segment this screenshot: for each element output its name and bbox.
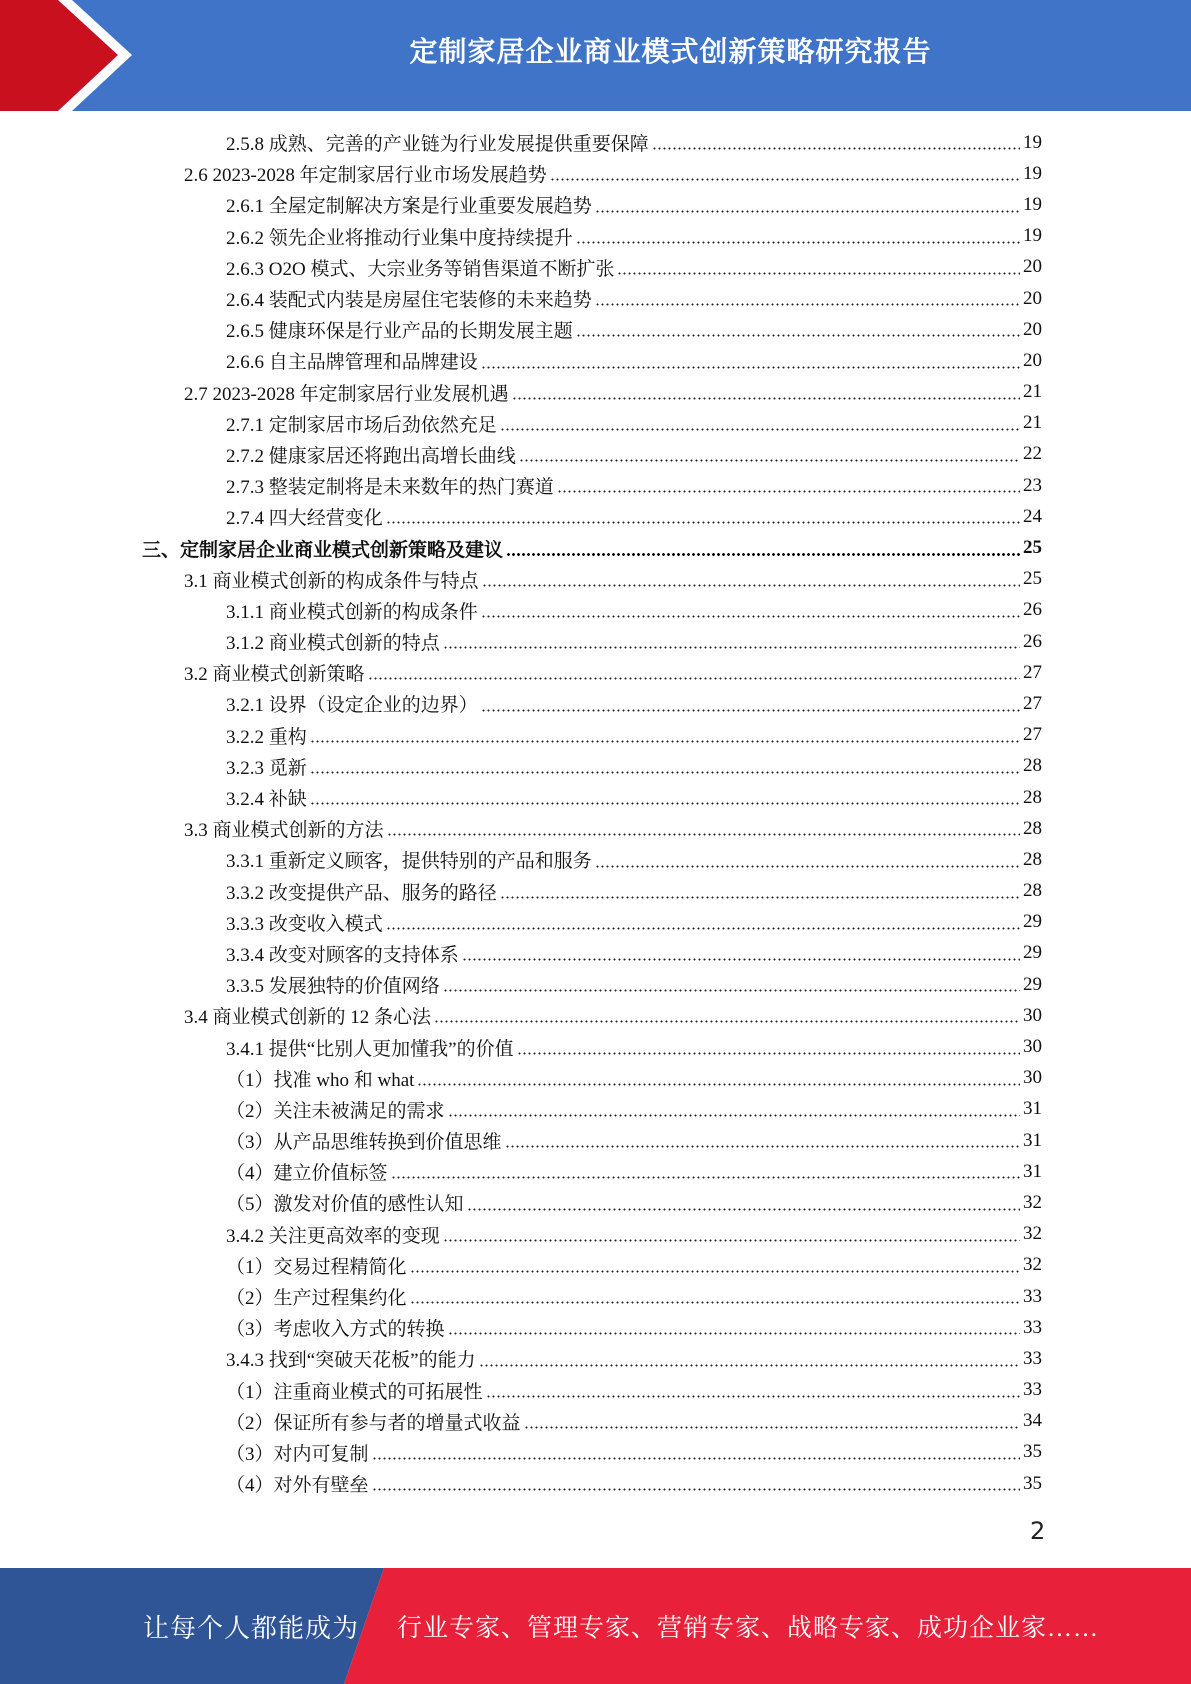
toc-entry[interactable] [0, 408, 1191, 439]
dot-leader [372, 1472, 1020, 1495]
dot-leader [467, 1192, 1020, 1215]
dot-leader [310, 786, 1020, 809]
toc-entry[interactable] [0, 813, 1191, 844]
toc-entry-title: 3.4.3 找到“突破天花板”的能力 [226, 1350, 476, 1372]
toc-page-number: 35 [1023, 1441, 1042, 1463]
toc-page-number: 34 [1023, 1410, 1042, 1432]
dot-leader [576, 225, 1020, 248]
toc-entry[interactable] [0, 876, 1191, 907]
toc-page-number: 35 [1023, 1472, 1042, 1494]
dot-leader [448, 1098, 1020, 1121]
toc-page-number: 27 [1023, 724, 1042, 746]
toc-entry-title: 3.2.4 补缺 [226, 789, 307, 811]
toc-page-number: 29 [1023, 911, 1042, 933]
dot-leader [576, 318, 1020, 341]
dot-leader [524, 1410, 1020, 1433]
toc-entry-title: 2.6.4 装配式内装是房屋住宅装修的未来趋势 [226, 290, 592, 312]
dot-leader [486, 1379, 1020, 1402]
toc-entry[interactable] [0, 1219, 1191, 1250]
toc-entry-title: 2.7.3 整装定制将是未来数年的热门赛道 [226, 477, 554, 499]
toc-entry-title: 3.2.3 觅新 [226, 757, 307, 779]
toc-entry-title: （2）生产过程集约化 [226, 1288, 407, 1310]
dot-leader [386, 911, 1020, 934]
toc-entry-title: （3）从产品思维转换到价值思维 [226, 1132, 502, 1154]
toc-entry-title: 2.6.1 全屋定制解决方案是行业重要发展趋势 [226, 196, 592, 218]
toc-entry-title: （2）关注未被满足的需求 [226, 1100, 445, 1122]
toc-page-number: 25 [1023, 568, 1042, 590]
toc-entry-title: 3.3.3 改变收入模式 [226, 913, 383, 935]
toc-page-number: 31 [1023, 1160, 1042, 1182]
footer-band [0, 1568, 1191, 1684]
toc-page-number: 33 [1023, 1316, 1042, 1338]
toc-entry[interactable] [0, 720, 1191, 751]
toc-entry[interactable] [0, 345, 1191, 376]
toc-page-number: 28 [1023, 786, 1042, 808]
toc-entry[interactable] [0, 532, 1191, 563]
dot-leader [482, 568, 1020, 591]
toc-entry-title: 2.7.1 定制家居市场后劲依然充足 [226, 414, 497, 436]
dot-leader [557, 474, 1020, 497]
toc-page-number: 28 [1023, 817, 1042, 839]
table-of-contents [0, 127, 1191, 1499]
dot-leader [550, 162, 1020, 185]
toc-entry[interactable] [0, 1375, 1191, 1406]
toc-entry[interactable] [0, 127, 1191, 158]
toc-entry[interactable] [0, 221, 1191, 252]
dot-leader [391, 1160, 1020, 1183]
toc-entry-title: （1）找准 who 和 what [226, 1069, 415, 1091]
toc-entry[interactable] [0, 1406, 1191, 1437]
toc-entry-title: （1）交易过程精简化 [226, 1256, 407, 1278]
toc-entry-title: 3.1.1 商业模式创新的构成条件 [226, 601, 478, 623]
toc-page-number: 28 [1023, 755, 1042, 777]
toc-entry[interactable] [0, 439, 1191, 470]
toc-page-number: 33 [1023, 1285, 1042, 1307]
toc-page-number: 21 [1023, 412, 1042, 434]
dot-leader [481, 599, 1020, 622]
toc-page-number: 30 [1023, 1067, 1042, 1089]
page-number: 2 [1030, 1517, 1046, 1545]
dot-leader [500, 880, 1020, 903]
toc-entry-title: 3.4 商业模式创新的 12 条心法 [184, 1007, 432, 1029]
toc-entry-title: 3.3.2 改变提供产品、服务的路径 [226, 882, 497, 904]
toc-entry[interactable] [0, 844, 1191, 875]
toc-entry-title: （4）建立价值标签 [226, 1163, 388, 1185]
toc-entry[interactable] [0, 314, 1191, 345]
toc-entry[interactable] [0, 1468, 1191, 1499]
dot-leader [368, 661, 1020, 684]
toc-entry-title: 2.7.2 健康家居还将跑出高增长曲线 [226, 445, 516, 467]
toc-entry[interactable] [0, 1312, 1191, 1343]
dot-leader [595, 287, 1020, 310]
toc-entry[interactable] [0, 751, 1191, 782]
dot-leader [481, 350, 1020, 373]
dot-leader [417, 1067, 1020, 1090]
toc-page-number: 19 [1023, 162, 1042, 184]
toc-entry-title: 2.5.8 成熟、完善的产业链为行业发展提供重要保障 [226, 134, 649, 156]
dot-leader [386, 505, 1020, 528]
toc-entry[interactable] [0, 1187, 1191, 1218]
toc-entry[interactable] [0, 501, 1191, 532]
toc-page-number: 29 [1023, 973, 1042, 995]
toc-page-number: 26 [1023, 599, 1042, 621]
dot-leader [310, 755, 1020, 778]
toc-entry-title: 3.1 商业模式创新的构成条件与特点 [184, 570, 479, 592]
toc-page-number: 22 [1023, 443, 1042, 465]
toc-entry-title: （4）对外有壁垒 [226, 1475, 369, 1497]
toc-entry[interactable] [0, 158, 1191, 189]
toc-page-number: 24 [1023, 505, 1042, 527]
toc-entry-title: 3.1.2 商业模式创新的特点 [226, 633, 440, 655]
toc-page-number: 19 [1023, 225, 1042, 247]
toc-entry[interactable] [0, 189, 1191, 220]
toc-entry-title: 3.2.2 重构 [226, 726, 307, 748]
toc-entry[interactable] [0, 1094, 1191, 1125]
toc-entry[interactable] [0, 1250, 1191, 1281]
toc-entry-title: （5）激发对价值的感性认知 [226, 1194, 464, 1216]
toc-entry-title: 2.6.3 O2O 模式、大宗业务等销售渠道不断扩张 [226, 258, 615, 280]
toc-entry-title: 2.7.4 四大经营变化 [226, 508, 383, 530]
toc-entry[interactable] [0, 470, 1191, 501]
toc-entry[interactable] [0, 938, 1191, 969]
toc-entry[interactable] [0, 1000, 1191, 1031]
dot-leader [410, 1285, 1020, 1308]
toc-entry-title: 3.2.1 设界（设定企业的边界） [226, 695, 478, 717]
dot-leader [481, 693, 1020, 716]
dot-leader [387, 817, 1020, 840]
dot-leader [617, 256, 1020, 279]
toc-entry[interactable] [0, 1281, 1191, 1312]
footer-roles: 行业专家、管理专家、营销专家、战略专家、成功企业家…… [397, 1615, 1100, 1642]
footer-slogan: 让每个人都能成为 [143, 1613, 360, 1643]
toc-entry[interactable] [0, 1343, 1191, 1374]
toc-page-number: 31 [1023, 1098, 1042, 1120]
toc-entry-title: 2.6.6 自主品牌管理和品牌建设 [226, 352, 478, 374]
toc-entry-title: 2.6.5 健康环保是行业产品的长期发展主题 [226, 321, 573, 343]
toc-entry-title: 3.3.5 发展独特的价值网络 [226, 976, 440, 998]
toc-entry-title: 3.4.1 提供“比别人更加懂我”的价值 [226, 1038, 514, 1060]
toc-entry[interactable] [0, 626, 1191, 657]
toc-page-number: 30 [1023, 1004, 1042, 1026]
header-band [0, 0, 1191, 111]
toc-page-number: 33 [1023, 1379, 1042, 1401]
toc-page-number: 28 [1023, 880, 1042, 902]
toc-entry-title: 三、定制家居企业商业模式创新策略及建议 [142, 539, 504, 561]
toc-entry-title: 2.7 2023-2028 年定制家居行业发展机遇 [184, 383, 509, 405]
dot-leader [500, 412, 1020, 435]
dot-leader [410, 1254, 1020, 1277]
toc-entry-title: 3.2 商业模式创新策略 [184, 664, 365, 686]
toc-entry-title: 2.6 2023-2028 年定制家居行业市场发展趋势 [184, 165, 547, 187]
chevron-icon [0, 0, 160, 111]
dot-leader [443, 973, 1020, 996]
dot-leader [462, 942, 1020, 965]
toc-page-number: 27 [1023, 661, 1042, 683]
dot-leader [479, 1348, 1020, 1371]
toc-entry-title: 3.3.4 改变对顾客的支持体系 [226, 944, 459, 966]
toc-page-number: 19 [1023, 131, 1042, 153]
toc-page-number: 32 [1023, 1254, 1042, 1276]
toc-page-number: 28 [1023, 848, 1042, 870]
dot-leader [372, 1441, 1020, 1464]
dot-leader [519, 443, 1020, 466]
toc-page-number: 32 [1023, 1191, 1042, 1213]
dot-leader [505, 1129, 1020, 1152]
toc-entry[interactable] [0, 1156, 1191, 1187]
toc-entry[interactable] [0, 1063, 1191, 1094]
toc-page-number: 20 [1023, 349, 1042, 371]
toc-entry[interactable] [0, 564, 1191, 595]
toc-page-number: 20 [1023, 287, 1042, 309]
toc-entry[interactable] [0, 252, 1191, 283]
dot-leader [595, 194, 1020, 217]
toc-page-number: 26 [1023, 630, 1042, 652]
toc-page-number: 31 [1023, 1129, 1042, 1151]
toc-page-number: 21 [1023, 381, 1042, 403]
toc-entry-title: 2.6.2 领先企业将推动行业集中度持续提升 [226, 227, 573, 249]
toc-page-number: 19 [1023, 193, 1042, 215]
toc-page-number: 33 [1023, 1347, 1042, 1369]
dot-leader [595, 849, 1020, 872]
dot-leader [652, 131, 1020, 154]
toc-entry[interactable] [0, 969, 1191, 1000]
toc-entry[interactable] [0, 688, 1191, 719]
toc-entry[interactable] [0, 907, 1191, 938]
toc-entry[interactable] [0, 377, 1191, 408]
toc-entry[interactable] [0, 1125, 1191, 1156]
toc-entry-title: （1）注重商业模式的可拓展性 [226, 1381, 483, 1403]
dot-leader [434, 1004, 1020, 1027]
toc-entry-title: （3）对内可复制 [226, 1443, 369, 1465]
dot-leader [310, 724, 1020, 747]
toc-page-number: 29 [1023, 942, 1042, 964]
toc-entry[interactable] [0, 782, 1191, 813]
toc-entry[interactable] [0, 657, 1191, 688]
toc-page-number: 20 [1023, 318, 1042, 340]
toc-entry[interactable] [0, 283, 1191, 314]
toc-entry[interactable] [0, 595, 1191, 626]
toc-entry-title: （2）保证所有参与者的增量式收益 [226, 1412, 521, 1434]
toc-entry-title: 3.3 商业模式创新的方法 [184, 820, 384, 842]
toc-entry[interactable] [0, 1437, 1191, 1468]
toc-entry-title: 3.3.1 重新定义顾客，提供特别的产品和服务 [226, 851, 592, 873]
toc-entry-title: （3）考虑收入方式的转换 [226, 1319, 445, 1341]
toc-page-number: 23 [1023, 474, 1042, 496]
toc-entry-title: 3.4.2 关注更高效率的变现 [226, 1225, 440, 1247]
dot-leader [512, 381, 1020, 404]
toc-page-number: 20 [1023, 256, 1042, 278]
dot-leader [448, 1316, 1020, 1339]
dot-leader [506, 537, 1020, 560]
toc-page-number: 30 [1023, 1036, 1042, 1058]
dot-leader [443, 630, 1020, 653]
dot-leader [517, 1036, 1020, 1059]
report-title: 定制家居企业商业模式创新策略研究报告 [409, 35, 932, 68]
toc-entry[interactable] [0, 1031, 1191, 1062]
toc-page-number: 27 [1023, 692, 1042, 714]
toc-page-number: 25 [1023, 537, 1042, 559]
dot-leader [443, 1223, 1020, 1246]
toc-page-number: 32 [1023, 1223, 1042, 1245]
